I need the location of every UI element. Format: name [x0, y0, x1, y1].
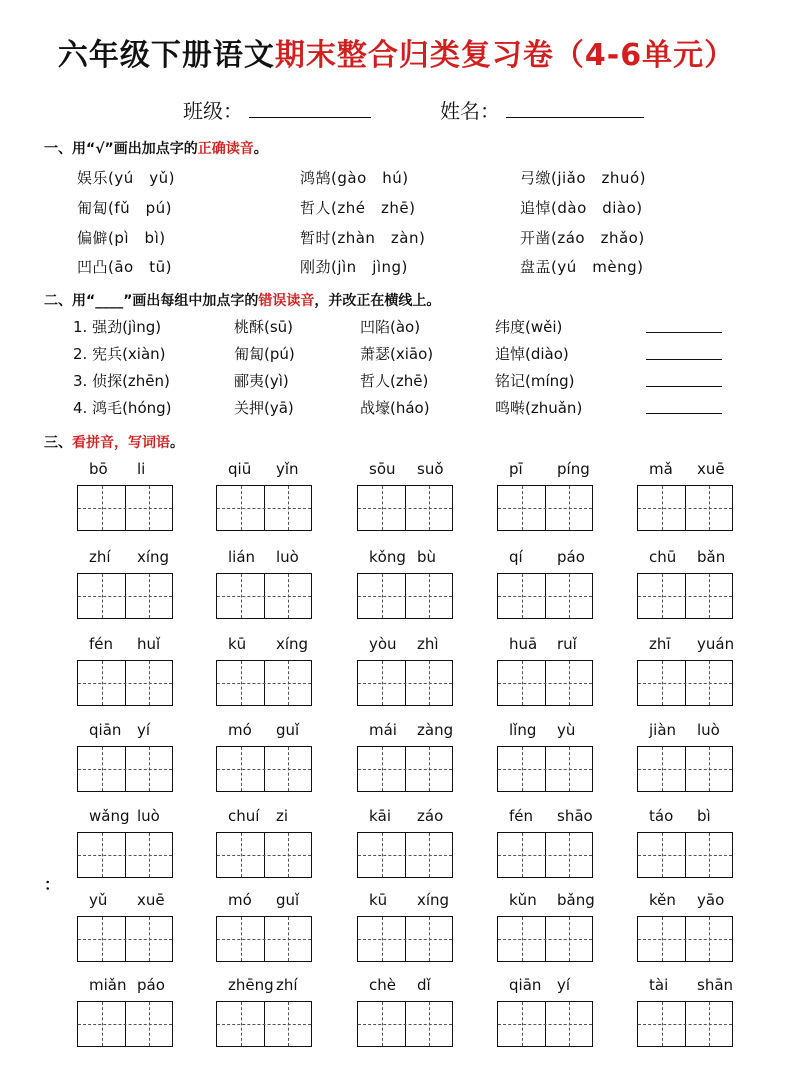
grid-guide-line	[217, 596, 311, 597]
error-item: 1. 强劲(jìng)	[73, 318, 162, 336]
pinyin-syllable: zi	[276, 807, 289, 825]
class-field: 班级：	[183, 95, 371, 124]
pinyin-syllable: mó	[228, 721, 252, 739]
section-2-heading: 二、用“____”画出每组中加点字的错误读音，并改正在横线上。	[44, 293, 441, 309]
pinyin-syllable: záo	[417, 807, 444, 825]
pinyin-syllable: yí	[557, 976, 571, 994]
error-item: 凹陷(ào)	[360, 318, 421, 336]
writing-box[interactable]	[77, 485, 173, 531]
reading-item: 匍匐(fǔ pú)	[77, 199, 173, 217]
section-1-heading: 一、用“√”画出加点字的正确读音。	[44, 141, 268, 157]
pinyin-syllable: xíng	[137, 548, 170, 566]
writing-box[interactable]	[497, 832, 593, 878]
pinyin-syllable: shān	[697, 976, 734, 994]
pinyin-syllable: qí	[509, 548, 523, 566]
answer-line[interactable]	[646, 332, 722, 333]
writing-box[interactable]	[77, 1001, 173, 1047]
pinyin-syllable: pī	[509, 460, 523, 478]
grid-guide-line	[358, 1024, 452, 1025]
reading-item: 鸿鹄(gào hú)	[300, 169, 409, 187]
pinyin-syllable: kāi	[369, 807, 392, 825]
pinyin-syllable: huǐ	[137, 635, 161, 653]
reading-item: 开凿(záo zhǎo)	[520, 229, 645, 247]
answer-line[interactable]	[646, 413, 722, 414]
writing-box[interactable]	[77, 660, 173, 706]
pinyin-syllable: bǎn	[697, 548, 726, 566]
pinyin-syllable: páo	[137, 976, 165, 994]
writing-box[interactable]	[637, 573, 733, 619]
pinyin-syllable: yù	[557, 721, 576, 739]
pinyin-syllable: xíng	[417, 891, 450, 909]
pinyin-syllable: sōu	[369, 460, 396, 478]
answer-line[interactable]	[646, 359, 722, 360]
writing-box[interactable]	[357, 832, 453, 878]
grid-guide-line	[638, 508, 732, 509]
pinyin-syllable: kǔn	[509, 891, 537, 909]
grid-guide-line	[498, 683, 592, 684]
pinyin-syllable: chū	[649, 548, 677, 566]
pinyin-syllable: bì	[697, 807, 711, 825]
pinyin-syllable: páo	[557, 548, 585, 566]
writing-box[interactable]	[357, 660, 453, 706]
pinyin-syllable: zhī	[649, 635, 671, 653]
writing-box[interactable]	[77, 746, 173, 792]
pinyin-syllable: miǎn	[89, 976, 127, 994]
error-item: 追悼(diào)	[495, 345, 569, 363]
pinyin-syllable: suǒ	[417, 460, 444, 478]
grid-guide-line	[78, 939, 172, 940]
grid-guide-line	[498, 855, 592, 856]
pinyin-syllable: fén	[89, 635, 114, 653]
pinyin-syllable: kū	[369, 891, 388, 909]
writing-box[interactable]	[357, 1001, 453, 1047]
page-title: 六年级下册语文期末整合归类复习卷（4-6单元）	[57, 38, 736, 73]
writing-box[interactable]	[216, 485, 312, 531]
writing-box[interactable]	[637, 1001, 733, 1047]
grid-guide-line	[358, 855, 452, 856]
writing-box[interactable]	[637, 660, 733, 706]
margin-mark: ：	[44, 875, 61, 894]
pinyin-syllable: yí	[137, 721, 151, 739]
pinyin-syllable: mǎ	[649, 460, 673, 478]
writing-box[interactable]	[216, 573, 312, 619]
reading-item: 弓缴(jiǎo zhuó)	[520, 169, 646, 187]
grid-guide-line	[498, 596, 592, 597]
name-field: 姓名：	[440, 95, 644, 124]
pinyin-syllable: lián	[228, 548, 256, 566]
grid-guide-line	[638, 769, 732, 770]
pinyin-syllable: zhì	[417, 635, 439, 653]
error-item: 2. 宪兵(xiàn)	[73, 345, 166, 363]
grid-guide-line	[217, 855, 311, 856]
pinyin-syllable: táo	[649, 807, 674, 825]
grid-guide-line	[217, 939, 311, 940]
writing-box[interactable]	[216, 916, 312, 962]
pinyin-syllable: luò	[276, 548, 299, 566]
pinyin-syllable: qiān	[89, 721, 122, 739]
error-item: 哲人(zhē)	[360, 372, 429, 390]
pinyin-syllable: guǐ	[276, 721, 300, 739]
grid-guide-line	[498, 508, 592, 509]
pinyin-syllable: jiàn	[649, 721, 677, 739]
writing-box[interactable]	[77, 832, 173, 878]
grid-guide-line	[638, 855, 732, 856]
writing-box[interactable]	[77, 916, 173, 962]
section-3-heading: 三、看拼音，写词语。	[44, 435, 184, 451]
error-item: 4. 鸿毛(hóng)	[73, 399, 172, 417]
writing-box[interactable]	[637, 832, 733, 878]
writing-box[interactable]	[497, 746, 593, 792]
grid-guide-line	[78, 1024, 172, 1025]
writing-box[interactable]	[497, 916, 593, 962]
error-item: 桃酥(sū)	[234, 318, 294, 336]
answer-line[interactable]	[646, 386, 722, 387]
pinyin-syllable: luò	[697, 721, 720, 739]
writing-box[interactable]	[357, 573, 453, 619]
pinyin-syllable: bō	[89, 460, 108, 478]
error-item: 鸣啭(zhuǎn)	[495, 399, 583, 417]
error-item: 铭记(míng)	[495, 372, 575, 390]
pinyin-syllable: tài	[649, 976, 669, 994]
grid-guide-line	[217, 769, 311, 770]
pinyin-syllable: mó	[228, 891, 252, 909]
reading-item: 哲人(zhé zhē)	[300, 199, 416, 217]
grid-guide-line	[358, 508, 452, 509]
pinyin-syllable: bǎng	[557, 891, 595, 909]
writing-box[interactable]	[216, 746, 312, 792]
writing-box[interactable]	[357, 916, 453, 962]
grid-guide-line	[78, 855, 172, 856]
grid-guide-line	[638, 939, 732, 940]
grid-guide-line	[638, 683, 732, 684]
grid-guide-line	[78, 596, 172, 597]
reading-item: 偏僻(pì bì)	[77, 229, 166, 247]
pinyin-syllable: yǐn	[276, 460, 299, 478]
reading-item: 盘盂(yú mèng)	[520, 258, 644, 276]
writing-box[interactable]	[497, 573, 593, 619]
pinyin-syllable: kǒng	[369, 548, 406, 566]
grid-guide-line	[358, 683, 452, 684]
pinyin-syllable: luò	[137, 807, 160, 825]
grid-guide-line	[358, 939, 452, 940]
pinyin-syllable: yāo	[697, 891, 725, 909]
pinyin-syllable: xuē	[697, 460, 725, 478]
grid-guide-line	[498, 1024, 592, 1025]
pinyin-syllable: yòu	[369, 635, 397, 653]
pinyin-syllable: qiān	[509, 976, 542, 994]
error-item: 纬度(wěi)	[495, 318, 563, 336]
pinyin-syllable: píng	[557, 460, 590, 478]
pinyin-syllable: xíng	[276, 635, 309, 653]
reading-item: 追悼(dào diào)	[520, 199, 643, 217]
error-item: 战壕(háo)	[360, 399, 430, 417]
grid-guide-line	[78, 769, 172, 770]
pinyin-syllable: bù	[417, 548, 437, 566]
pinyin-syllable: huā	[509, 635, 538, 653]
grid-guide-line	[498, 769, 592, 770]
writing-box[interactable]	[637, 485, 733, 531]
error-item: 关押(yā)	[234, 399, 294, 417]
writing-box[interactable]	[216, 660, 312, 706]
error-item: 3. 侦探(zhēn)	[73, 372, 170, 390]
writing-box[interactable]	[637, 916, 733, 962]
writing-box[interactable]	[497, 660, 593, 706]
writing-box[interactable]	[216, 832, 312, 878]
pinyin-syllable: zhí	[276, 976, 298, 994]
pinyin-syllable: guǐ	[276, 891, 300, 909]
pinyin-syllable: yǔ	[89, 891, 108, 909]
grid-guide-line	[638, 1024, 732, 1025]
grid-guide-line	[217, 508, 311, 509]
pinyin-syllable: zàng	[417, 721, 454, 739]
pinyin-syllable: wǎng	[89, 807, 130, 825]
reading-item: 娱乐(yú yǔ)	[77, 169, 175, 187]
pinyin-syllable: yuán	[697, 635, 735, 653]
pinyin-syllable: chuí	[228, 807, 260, 825]
pinyin-syllable: kěn	[649, 891, 676, 909]
error-item: 郦夷(yì)	[234, 372, 289, 390]
grid-guide-line	[358, 596, 452, 597]
pinyin-syllable: shāo	[557, 807, 593, 825]
writing-box[interactable]	[497, 1001, 593, 1047]
grid-guide-line	[358, 769, 452, 770]
grid-guide-line	[217, 683, 311, 684]
pinyin-syllable: qiū	[228, 460, 252, 478]
writing-box[interactable]	[357, 485, 453, 531]
pinyin-syllable: ruǐ	[557, 635, 577, 653]
pinyin-syllable: zhēng	[228, 976, 274, 994]
reading-item: 凹凸(āo tū)	[77, 258, 172, 276]
pinyin-syllable: lǐng	[509, 721, 537, 739]
grid-guide-line	[638, 596, 732, 597]
pinyin-syllable: dǐ	[417, 976, 431, 994]
pinyin-syllable: chè	[369, 976, 396, 994]
writing-box[interactable]	[637, 746, 733, 792]
writing-box[interactable]	[216, 1001, 312, 1047]
pinyin-syllable: li	[137, 460, 146, 478]
reading-item: 暂时(zhàn zàn)	[300, 229, 426, 247]
pinyin-syllable: kū	[228, 635, 247, 653]
error-item: 萧瑟(xiāo)	[360, 345, 434, 363]
grid-guide-line	[78, 508, 172, 509]
grid-guide-line	[498, 939, 592, 940]
pinyin-syllable: xuē	[137, 891, 165, 909]
writing-box[interactable]	[357, 746, 453, 792]
pinyin-syllable: mái	[369, 721, 397, 739]
writing-box[interactable]	[497, 485, 593, 531]
error-item: 匍匐(pú)	[234, 345, 295, 363]
grid-guide-line	[217, 1024, 311, 1025]
writing-box[interactable]	[77, 573, 173, 619]
pinyin-syllable: zhí	[89, 548, 111, 566]
pinyin-syllable: fén	[509, 807, 534, 825]
grid-guide-line	[78, 683, 172, 684]
reading-item: 刚劲(jìn jìng)	[300, 258, 408, 276]
